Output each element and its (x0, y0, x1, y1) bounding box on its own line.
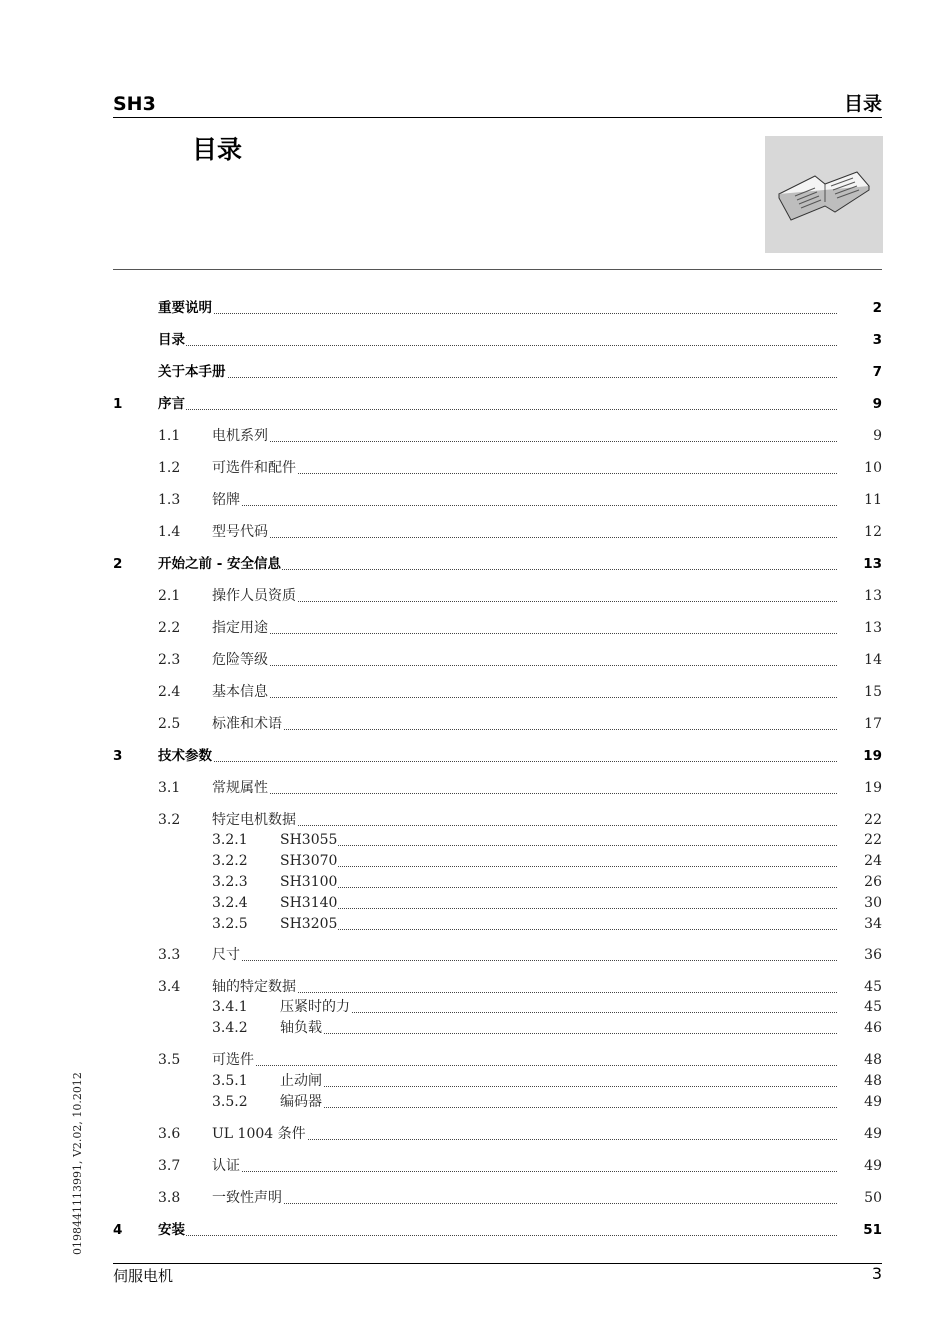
toc-leader (212, 537, 837, 538)
toc-entry[interactable] (0, 1124, 950, 1144)
toc-entry[interactable] (0, 830, 950, 850)
toc-entry[interactable] (0, 682, 950, 702)
toc-entry[interactable] (0, 893, 950, 913)
toc-number: 2.2 (158, 620, 181, 636)
toc-page: 49 (864, 1126, 882, 1142)
toc-page: 10 (864, 460, 882, 476)
header-product: SH3 (113, 93, 156, 115)
toc-label: 序言 (158, 396, 185, 412)
toc-page: 45 (864, 999, 882, 1015)
toc-label: 基本信息 (212, 684, 268, 700)
toc-label: 标准和术语 (212, 716, 282, 732)
toc-label: SH3070 (280, 853, 338, 869)
toc-number: 1 (113, 396, 123, 412)
toc-label: 重要说明 (158, 300, 212, 316)
toc-label: 危险等级 (212, 652, 268, 668)
toc-leader (280, 866, 837, 867)
toc-leader (158, 313, 837, 314)
toc-label: 可选件 (212, 1052, 254, 1068)
toc-label: 目录 (158, 332, 185, 348)
toc-page: 26 (864, 874, 882, 890)
toc-page: 19 (864, 780, 882, 796)
toc-number: 3.2.4 (212, 895, 248, 911)
toc-entry[interactable] (0, 977, 950, 997)
toc-leader (212, 992, 837, 993)
toc-entry[interactable] (0, 394, 950, 414)
toc-number: 3 (113, 748, 123, 764)
toc-entry[interactable] (0, 330, 950, 350)
toc-number: 3.7 (158, 1158, 181, 1174)
page-title: 目录 (192, 135, 243, 164)
toc-entry[interactable] (0, 522, 950, 542)
toc-page: 7 (872, 364, 882, 380)
toc-label: UL 1004 条件 (212, 1126, 306, 1142)
toc-leader (280, 929, 837, 930)
toc-label: 指定用途 (212, 620, 268, 636)
toc-label: 关于本手册 (158, 364, 226, 380)
toc-label: SH3100 (280, 874, 338, 890)
toc-page: 14 (864, 652, 882, 668)
toc-label: SH3205 (280, 916, 338, 932)
toc-label: 开始之前 - 安全信息 (158, 556, 282, 572)
toc-number: 3.4.2 (212, 1020, 248, 1036)
toc-leader (212, 729, 837, 730)
footer-title: 伺服电机 (113, 1267, 174, 1285)
toc-label: 特定电机数据 (212, 812, 296, 828)
toc-number: 3.2.3 (212, 874, 248, 890)
toc-page: 46 (864, 1020, 882, 1036)
toc-page: 36 (864, 947, 882, 963)
toc-entry[interactable] (0, 1092, 950, 1112)
toc-page: 15 (864, 684, 882, 700)
toc-leader (158, 345, 837, 346)
toc-leader (212, 1171, 837, 1172)
toc-entry[interactable] (0, 714, 950, 734)
toc-leader (212, 441, 837, 442)
toc-page: 9 (873, 428, 882, 444)
toc-label: 技术参数 (158, 748, 212, 764)
toc-leader (280, 1086, 837, 1087)
toc-leader (158, 409, 837, 410)
toc-leader (158, 377, 837, 378)
toc-label: SH3140 (280, 895, 338, 911)
toc-page: 30 (864, 895, 882, 911)
toc-entry[interactable] (0, 586, 950, 606)
toc-number: 1.1 (158, 428, 181, 444)
toc-leader (212, 601, 837, 602)
toc-number: 1.3 (158, 492, 181, 508)
toc-label: 压紧时的力 (280, 999, 350, 1015)
toc-number: 2.1 (158, 588, 181, 604)
toc-leader (280, 845, 837, 846)
toc-label: 电机系列 (212, 428, 268, 444)
toc-entry[interactable] (0, 1050, 950, 1070)
toc-number: 3.4 (158, 979, 181, 995)
toc-page: 24 (864, 853, 882, 869)
toc-entry[interactable] (0, 872, 950, 892)
footer-rule (113, 1263, 882, 1264)
toc-leader (212, 633, 837, 634)
toc-page: 51 (863, 1222, 882, 1238)
toc-leader (212, 1065, 837, 1066)
toc-entry[interactable] (0, 1071, 950, 1091)
toc-number: 3.8 (158, 1190, 181, 1206)
toc-leader (212, 1203, 837, 1204)
toc-leader (280, 887, 837, 888)
toc-number: 3.5.1 (212, 1073, 248, 1089)
document-id: 0198441113991, V2.02, 10.2012 (71, 1072, 84, 1255)
toc-page: 13 (864, 588, 882, 604)
toc-page: 3 (872, 332, 882, 348)
toc-entry[interactable] (0, 778, 950, 798)
toc-entry[interactable] (0, 914, 950, 934)
toc-page: 13 (863, 556, 882, 572)
toc-label: 操作人员资质 (212, 588, 296, 604)
toc-entry[interactable] (0, 851, 950, 871)
toc-entry[interactable] (0, 298, 950, 318)
toc-label: 可选件和配件 (212, 460, 296, 476)
toc-number: 2 (113, 556, 123, 572)
toc-entry[interactable] (0, 810, 950, 830)
toc-page: 49 (864, 1158, 882, 1174)
toc-page: 19 (863, 748, 882, 764)
toc-number: 2.4 (158, 684, 181, 700)
toc-page: 22 (864, 832, 882, 848)
toc-label: 编码器 (280, 1094, 322, 1110)
toc-number: 3.6 (158, 1126, 181, 1142)
toc-entry[interactable] (0, 458, 950, 478)
toc-number: 3.5.2 (212, 1094, 248, 1110)
toc-label: 轴的特定数据 (212, 979, 296, 995)
toc-page: 2 (872, 300, 882, 316)
toc-label: 止动闸 (280, 1073, 322, 1089)
toc-leader (212, 697, 837, 698)
toc-leader (212, 960, 837, 961)
toc-number: 3.2.2 (212, 853, 248, 869)
toc-label: 认证 (212, 1158, 240, 1174)
toc-page: 12 (864, 524, 882, 540)
toc-page: 22 (864, 812, 882, 828)
toc-label: 轴负载 (280, 1020, 322, 1036)
toc-leader (212, 505, 837, 506)
toc-number: 2.3 (158, 652, 181, 668)
toc-entry[interactable] (0, 362, 950, 382)
toc-number: 3.2.5 (212, 916, 248, 932)
toc-entry[interactable] (0, 1018, 950, 1038)
page-number: 3 (871, 1264, 882, 1283)
toc-page: 50 (864, 1190, 882, 1206)
toc-number: 1.2 (158, 460, 181, 476)
toc-page: 11 (864, 492, 882, 508)
toc-leader (280, 1012, 837, 1013)
toc-page: 13 (864, 620, 882, 636)
toc-entry[interactable] (0, 945, 950, 965)
toc-number: 4 (113, 1222, 123, 1238)
toc-entry[interactable] (0, 490, 950, 510)
toc-number: 3.5 (158, 1052, 181, 1068)
toc-entry[interactable] (0, 650, 950, 670)
toc-entry[interactable] (0, 1188, 950, 1208)
toc-entry[interactable] (0, 997, 950, 1017)
toc-page: 17 (864, 716, 882, 732)
toc-leader (212, 473, 837, 474)
toc-leader (212, 825, 837, 826)
toc-label: 尺寸 (212, 947, 240, 963)
toc-label: 一致性声明 (212, 1190, 282, 1206)
toc-leader (280, 908, 837, 909)
toc-leader (280, 1107, 837, 1108)
toc-label: 安装 (158, 1222, 185, 1238)
toc-label: 铭牌 (212, 492, 240, 508)
toc-entry[interactable] (0, 554, 950, 574)
toc-number: 3.2 (158, 812, 181, 828)
toc-number: 3.2.1 (212, 832, 248, 848)
toc-label: 常规属性 (212, 780, 268, 796)
toc-leader (212, 665, 837, 666)
toc-page: 34 (864, 916, 882, 932)
toc-number: 3.3 (158, 947, 181, 963)
toc-leader (158, 761, 837, 762)
toc-leader (212, 793, 837, 794)
toc-entry[interactable] (0, 746, 950, 766)
toc-entry[interactable] (0, 1156, 950, 1176)
toc-label: SH3055 (280, 832, 338, 848)
toc-number: 3.1 (158, 780, 181, 796)
toc-number: 1.4 (158, 524, 181, 540)
toc-label: 型号代码 (212, 524, 268, 540)
toc-page: 49 (864, 1094, 882, 1110)
toc-number: 3.4.1 (212, 999, 248, 1015)
toc-entry[interactable] (0, 618, 950, 638)
toc-number: 2.5 (158, 716, 181, 732)
toc-page: 48 (864, 1073, 882, 1089)
toc-page: 45 (864, 979, 882, 995)
header-section: 目录 (843, 93, 882, 115)
toc-page: 9 (872, 396, 882, 412)
toc-leader (158, 1235, 837, 1236)
toc-entry[interactable] (0, 426, 950, 446)
toc-entry[interactable] (0, 1220, 950, 1240)
toc-page: 48 (864, 1052, 882, 1068)
toc-leader (280, 1033, 837, 1034)
